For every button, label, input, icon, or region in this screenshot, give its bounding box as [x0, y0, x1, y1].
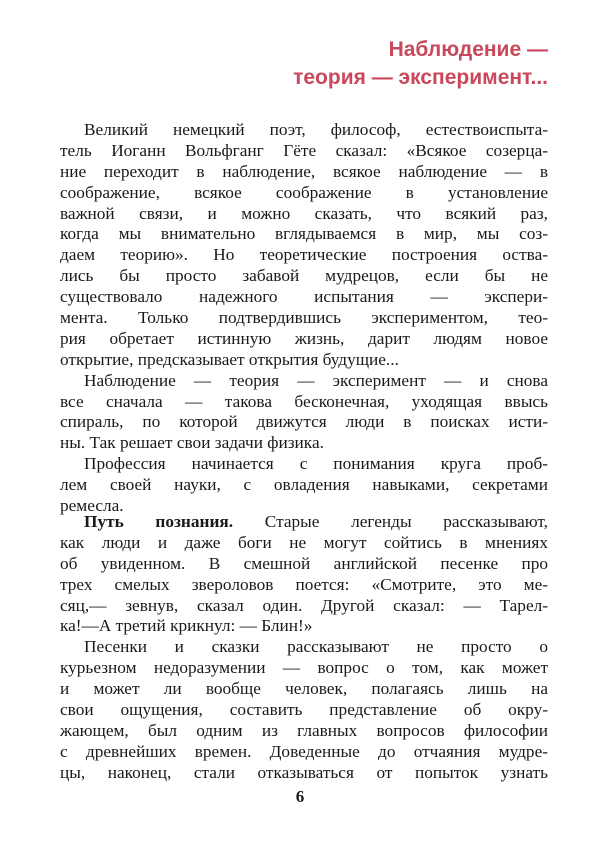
text-line: все сначала — такова бесконечная, уходящая ввысь [60, 391, 548, 411]
text-line: тель Иоганн Вольфганг Гёте сказал: «Всякое созерца- [60, 140, 548, 160]
paragraph-goethe-quote [60, 120, 548, 371]
run-in-heading: Путь познания. [84, 512, 234, 531]
text-line: Наблюдение — теория — эксперимент — и снова [84, 370, 548, 390]
text-line: мента. Только подтвердившись экспериментом, тео- [60, 308, 548, 328]
text-line: жающем, был одним из главных вопросов философии [60, 720, 548, 740]
text-line: Профессия начинается с понимания круга проб- [84, 454, 548, 474]
text-line: когда мы внимательно вглядываемся в мир, мы соз- [60, 224, 548, 244]
page-number: 6 [295, 787, 305, 806]
text-line: существовало надежного испытания — экспери- [60, 287, 548, 307]
text-line: ремесла. [60, 496, 124, 516]
paragraph-profession [60, 454, 548, 517]
text-line: спираль, по которой движутся люди в поисках исти- [60, 412, 548, 432]
text-line: соображение, всякое соображение в установление [60, 182, 548, 202]
section-path-of-knowledge [60, 512, 548, 784]
text-line: рия обретает истинную жизнь, дарит людям новое [60, 328, 548, 348]
text-line: сяц,— зевнув, сказал один. Другой сказал: — Тарел- [60, 595, 548, 615]
text-line: свои ощущения, составить представление об окру- [60, 700, 548, 720]
paragraph-legends [60, 512, 548, 637]
chapter-heading [293, 36, 548, 92]
text-line: открытие, предсказывает открытия будущие... [60, 349, 399, 369]
text-line: даем теорию». Но теоретические построения оства- [60, 245, 548, 265]
text-line: лем своей науки, с овладения навыками, секретами [60, 475, 548, 495]
text-line: ка!—А третий крикнул: — Блин!» [60, 616, 313, 636]
text-line [60, 512, 548, 533]
text-line: Песенки и сказки рассказывают не просто о [84, 637, 548, 657]
text-line: Великий немецкий поэт, философ, естествоиспыта- [84, 120, 548, 139]
text-line: трех смелых звероловов поется: «Смотрите, это ме- [60, 574, 548, 594]
text-line: об увиденном. В смешной английской песенке про [60, 553, 548, 573]
text-line: и может ли вообще человек, полагаясь лишь на [60, 679, 548, 699]
text-line: ние переходит в наблюдение, всякое наблюдение — в [60, 161, 548, 181]
paragraph-songs-and-tales [60, 637, 548, 783]
chapter-heading-line-1: Наблюдение — [388, 38, 548, 61]
text-line: важной связи, и можно сказать, что всякий раз, [60, 203, 548, 223]
text-line: курьезном недоразумении — вопрос о том, как может [60, 658, 548, 678]
section-intro [60, 120, 548, 517]
text-line: лись бы просто забавой мудрецов, если бы не [60, 266, 548, 286]
text-line: как люди и даже боги не могут сойтись в мнениях [60, 532, 548, 552]
text-line-rest: Старые легенды рассказывают, [233, 512, 548, 531]
text-line: с древнейших времен. Доведенные до отчаяния мудре- [60, 741, 548, 761]
text-line: цы, наконец, стали отказываться от попыток узнать [60, 762, 548, 782]
paragraph-spiral [60, 371, 548, 455]
chapter-heading-line-2: теория — эксперимент... [293, 66, 548, 89]
text-line: ны. Так решает свои задачи физика. [60, 433, 324, 453]
